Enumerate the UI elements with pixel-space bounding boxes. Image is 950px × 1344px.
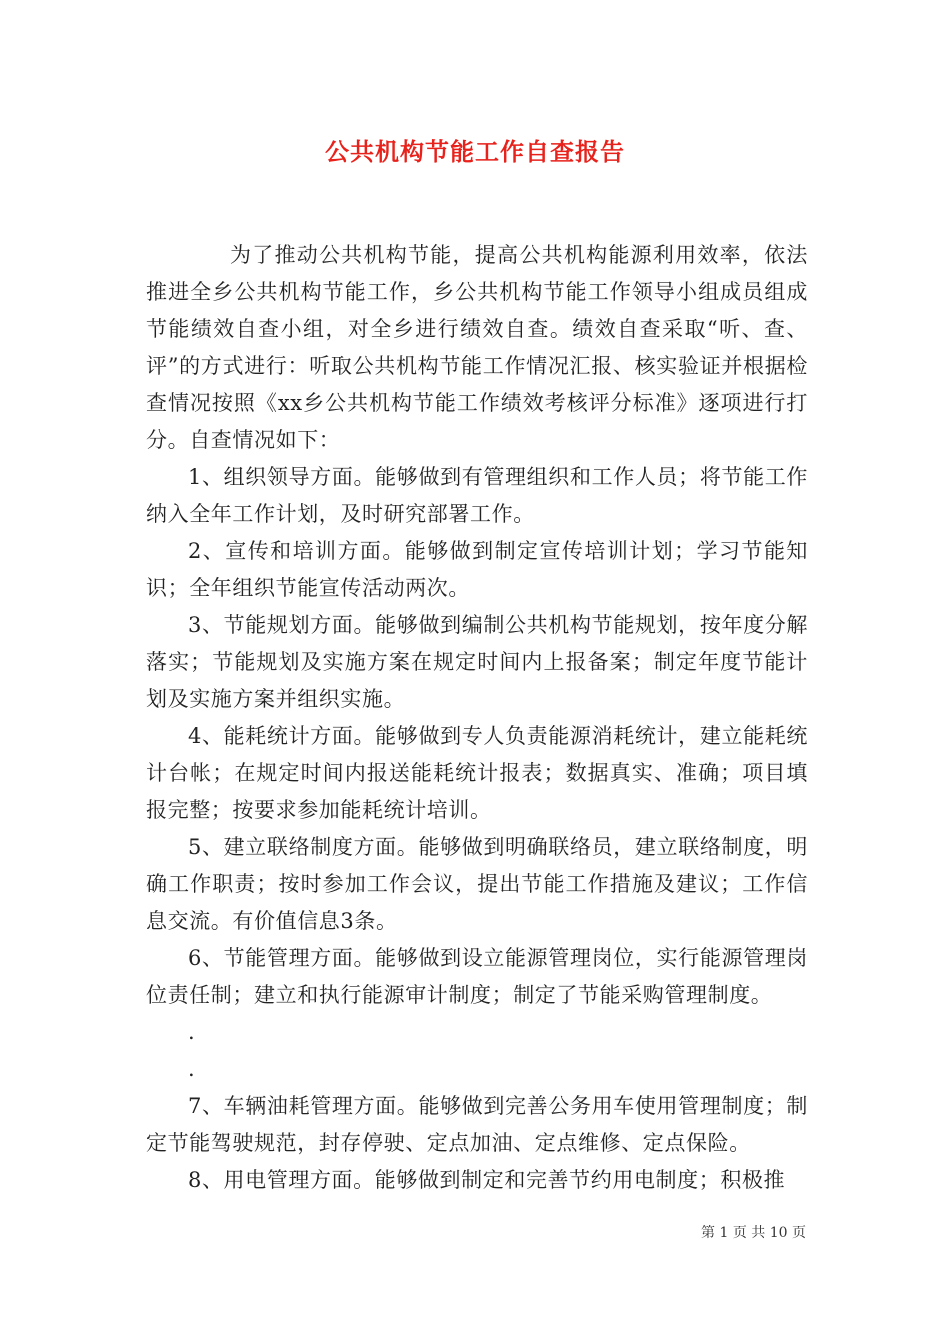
intro-paragraph: 为了推动公共机构节能，提高公共机构能源利用效率，依法推进全乡公共机构节能工作，乡公共机构节能工作领导小组成员组成节能绩效自查小组，对全乡进行绩效自查。绩效自查采取“听、查、评”的方式进行：听取公共机构节能工作情况汇报、核实验证并根据检查情况按照《xx乡公共机构节能工作绩效考核评分标准》逐项进行打分。自查情况如下：: [146, 243, 808, 452]
paragraph-liaison: 5、建立联络制度方面。能够做到明确联络员，建立联络制度，明确工作职责；按时参加工作会议，提出节能工作措施及建议；工作信息交流。有价值信息3条。: [146, 835, 808, 933]
paragraph-vehicle-fuel: 7、车辆油耗管理方面。能够做到完善公务用车使用管理制度；制定节能驾驶规范，封存停驶、定点加油、定点维修、定点保险。: [146, 1094, 808, 1155]
separator-dot: .: [188, 1020, 196, 1044]
paragraph-planning: 3、节能规划方面。能够做到编制公共机构节能规划，按年度分解落实；节能规划及实施方案在规定时间内上报备案；制定年度节能计划及实施方案并组织实施。: [146, 613, 808, 711]
paragraph-electricity: 8、用电管理方面。能够做到制定和完善节约用电制度；积极推: [188, 1168, 786, 1192]
document-title: 公共机构节能工作自查报告: [325, 137, 625, 166]
paragraph-management: 6、节能管理方面。能够做到设立能源管理岗位，实行能源管理岗位责任制；建立和执行能源审计制度；制定了节能采购管理制度。: [146, 946, 808, 1007]
paragraph-publicity-training: 2、宣传和培训方面。能够做到制定宣传培训计划；学习节能知识；全年组织节能宣传活动两次。: [146, 539, 808, 600]
paragraph-organization: 1、组织领导方面。能够做到有管理组织和工作人员；将节能工作纳入全年工作计划，及时研究部署工作。: [146, 465, 808, 526]
page-number: 第 1 页 共 10 页: [701, 1225, 806, 1241]
paragraph-statistics: 4、能耗统计方面。能够做到专人负责能源消耗统计，建立能耗统计台帐；在规定时间内报送能耗统计报表；数据真实、准确；项目填报完整；按要求参加能耗统计培训。: [146, 724, 808, 822]
document-body: [146, 237, 808, 1199]
separator-dot: .: [188, 1057, 196, 1081]
